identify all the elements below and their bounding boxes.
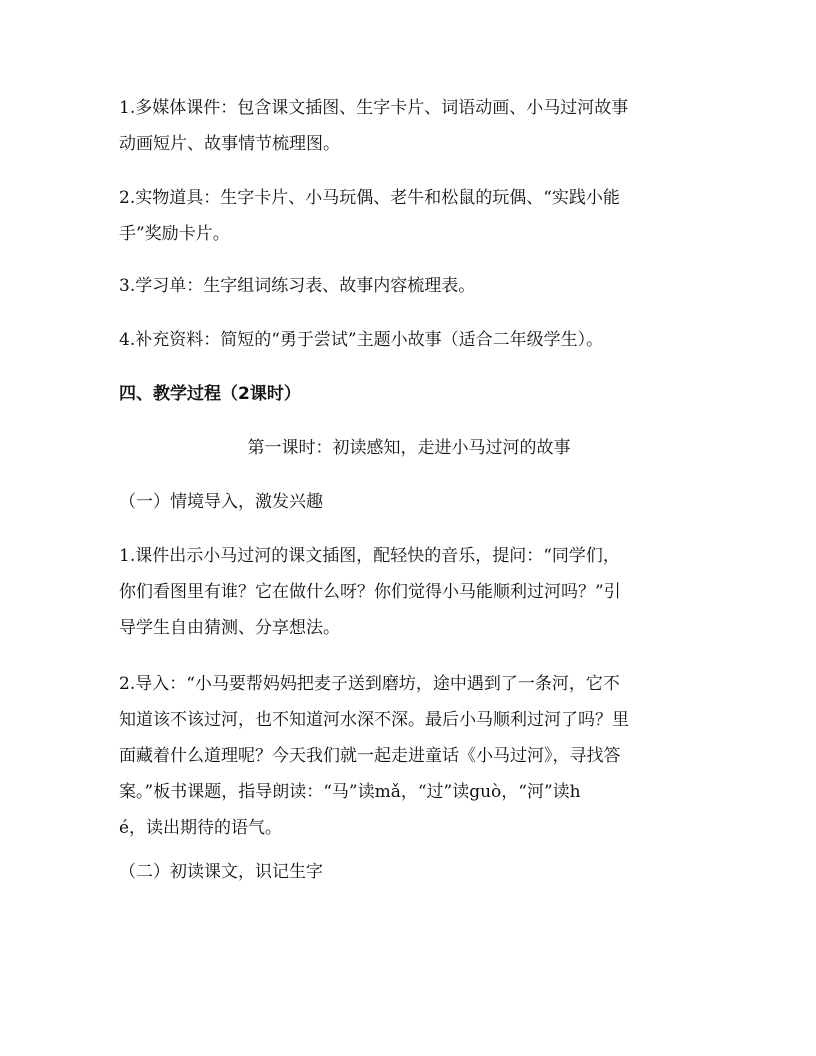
text-line: é，读出期待的语气。 <box>119 818 283 838</box>
text-line: 1.课件出示小马过河的课文插图，配轻快的音乐，提问：“同学们， <box>119 546 620 566</box>
part1-item-1 <box>119 538 699 646</box>
text-line: 导学生自由猜测、分享想法。 <box>119 618 340 638</box>
section-heading: 四、教学过程（2课时） <box>119 384 301 404</box>
text-line: 面藏着什么道理呢？今天我们就一起走进童话《小马过河》，寻找答 <box>119 746 621 766</box>
part1-item-2 <box>119 666 699 846</box>
text-line: 你们看图里有谁？它在做什么呀？你们觉得小马能顺利过河吗？”引 <box>119 582 621 602</box>
materials-item-3 <box>119 268 699 304</box>
text-line: 2.实物道具：生字卡片、小马玩偶、老牛和松鼠的玩偶、“实践小能 <box>119 188 620 208</box>
text-line: 2.导入：“小马要帮妈妈把麦子送到磨坊，途中遇到了一条河，它不 <box>119 674 620 694</box>
text-line: 1.多媒体课件：包含课文插图、生字卡片、词语动画、小马过河故事 <box>119 98 629 118</box>
materials-item-1 <box>119 90 699 162</box>
text-line: 案。”板书课题，指导朗读：“马”读mǎ，“过”读guò，“河”读h <box>119 782 581 802</box>
text-line: 动画短片、故事情节梳理图。 <box>119 134 340 154</box>
text-line: 知道该不该过河，也不知道河水深不深。最后小马顺利过河了吗？里 <box>119 710 629 730</box>
text-line: 4.补充资料：简短的“勇于尝试”主题小故事（适合二年级学生）。 <box>119 330 604 350</box>
part1-heading: （一）情境导入，激发兴趣 <box>119 492 323 512</box>
materials-item-4 <box>119 322 699 358</box>
lesson-title: 第一课时：初读感知，走进小马过河的故事 <box>247 438 571 458</box>
part2-heading: （二）初读课文，识记生字 <box>119 862 323 882</box>
text-line: 手”奖励卡片。 <box>119 224 230 244</box>
text-line: 3.学习单：生字组词练习表、故事内容梳理表。 <box>119 276 476 296</box>
materials-item-2 <box>119 180 699 252</box>
